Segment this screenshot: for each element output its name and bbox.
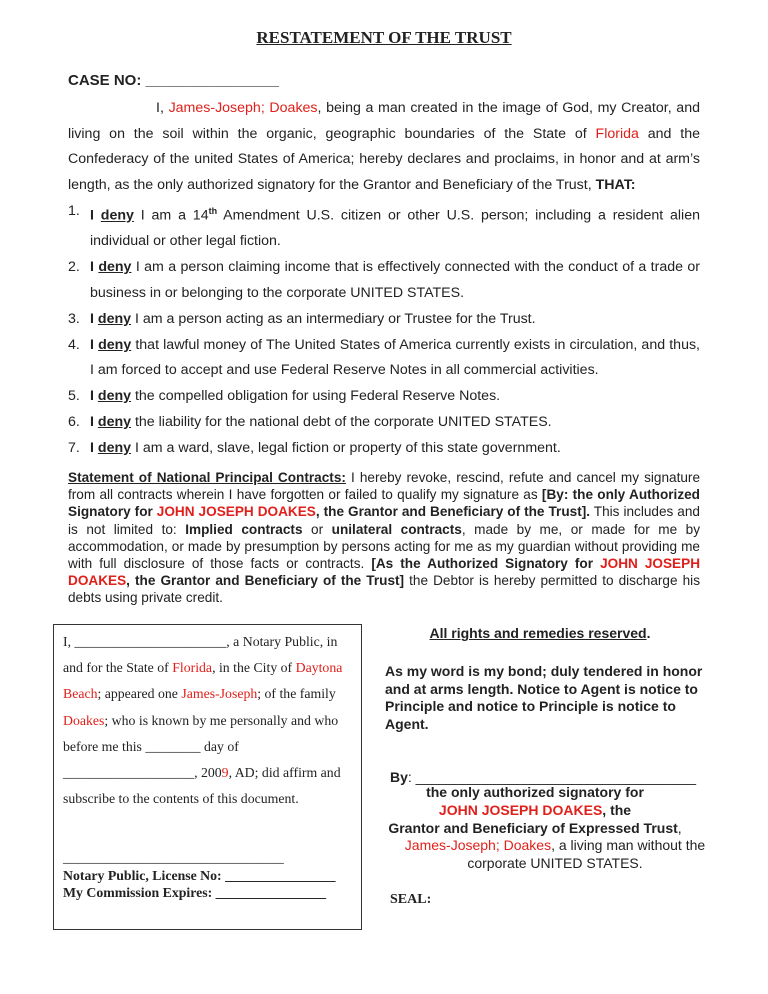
denial-list	[68, 199, 700, 462]
commission-expires: My Commission Expires: ________________	[63, 885, 327, 900]
case-number: CASE NO: ________________	[68, 72, 279, 89]
declarant-name: James-Joseph; Doakes	[168, 100, 318, 116]
document-title: RESTATEMENT OF THE TRUST	[256, 28, 512, 47]
seal-label: SEAL:	[390, 892, 432, 907]
notary-text: I, ______________________, a Notary Public, in and for the State of Florida, in the City of Daytona Beach; appeared one James-Joseph; of the family Doakes; who is known by me personally and who before me this ________ day of ___________________, 2009, AD; did affirm and subscribe to the contents of this document.	[63, 634, 343, 807]
word-bond-statement: As my word is my bond; duly tendered in honor and at arms length. Notice to Agent is notice to Principle and notice to Principle is notice to Agent.	[385, 663, 703, 732]
declaration-paragraph: I, James-Joseph; Doakes, being a man created in the image of God, my Creator, and living on the soil within the organic, geographic boundaries of the State of Florida and the Confederacy of the united States of America; hereby declares and proclaims, in honor and at arm’s length, as the only authorized signatory for the Grantor and Beneficiary of the Trust, THAT:	[68, 100, 701, 193]
rights-reserved: All rights and remedies reserved.	[429, 625, 651, 641]
notary-signature-line: ________________________________	[63, 850, 284, 865]
denial-item: 3. I deny I am a person acting as an intermediary or Trustee for the Trust.	[68, 310, 536, 327]
denial-item: 7. I deny I am a ward, slave, legal fiction or property of this state government.	[68, 440, 561, 457]
signatory-caption: the only authorized signatory for	[426, 784, 644, 800]
denial-item: 1. I deny I am a 14th Amendment U.S. citizen or other U.S. person; including a resident alien individual or other legal fiction.	[68, 203, 700, 250]
signatory-name: JOHN JOSEPH DOAKES, the	[438, 802, 632, 818]
notary-box	[53, 624, 362, 930]
grantor-caption: Grantor and Beneficiary of Expressed Trust,	[388, 820, 682, 836]
denial-item: 4. I deny that lawful money of The United States of America currently exists in circulation, and thus, I am forced to accept and use Federal Reserve Notes in all commercial activities.	[68, 336, 700, 379]
denial-item: 2. I deny I am a person claiming income that is effectively connected with the conduct of a trade or business in or belonging to the corporate UNITED STATES.	[68, 259, 700, 301]
notary-license: Notary Public, License No: ________________	[63, 868, 336, 883]
denial-item: 5. I deny the compelled obligation for using Federal Reserve Notes.	[68, 388, 501, 405]
statement-heading: Statement of National Principal Contracts:	[68, 470, 346, 485]
state-name: Florida	[595, 125, 639, 142]
living-man-caption: James-Joseph; Doakes, a living man without the corporate UNITED STATES.	[404, 837, 706, 871]
denial-item: 6. I deny the liability for the national debt of the corporate UNITED STATES.	[68, 414, 552, 431]
statement-paragraph: Statement of National Principal Contracts: I hereby revoke, rescind, refute and cancel my signature from all contracts wherein I have forgotten or failed to qualify my signature as [By: the only Authorized Signatory for JOHN JOSEPH DOAKES, the Grantor and Beneficiary of the Trust]. This includes and is not limited to: Implied contracts or unilateral contracts, made by me, or made for me by accommodation, or made by presumption by persons acting for me as my guardian without providing me with full disclosure of those facts or contracts. [As the Authorized Signatory for JOHN JOSEPH DOAKES, the Grantor and Beneficiary of the Trust] the Debtor is hereby permitted to discharge his debts using private credit.	[68, 470, 701, 606]
by-signature-line: By: ____________________________________	[390, 769, 696, 785]
